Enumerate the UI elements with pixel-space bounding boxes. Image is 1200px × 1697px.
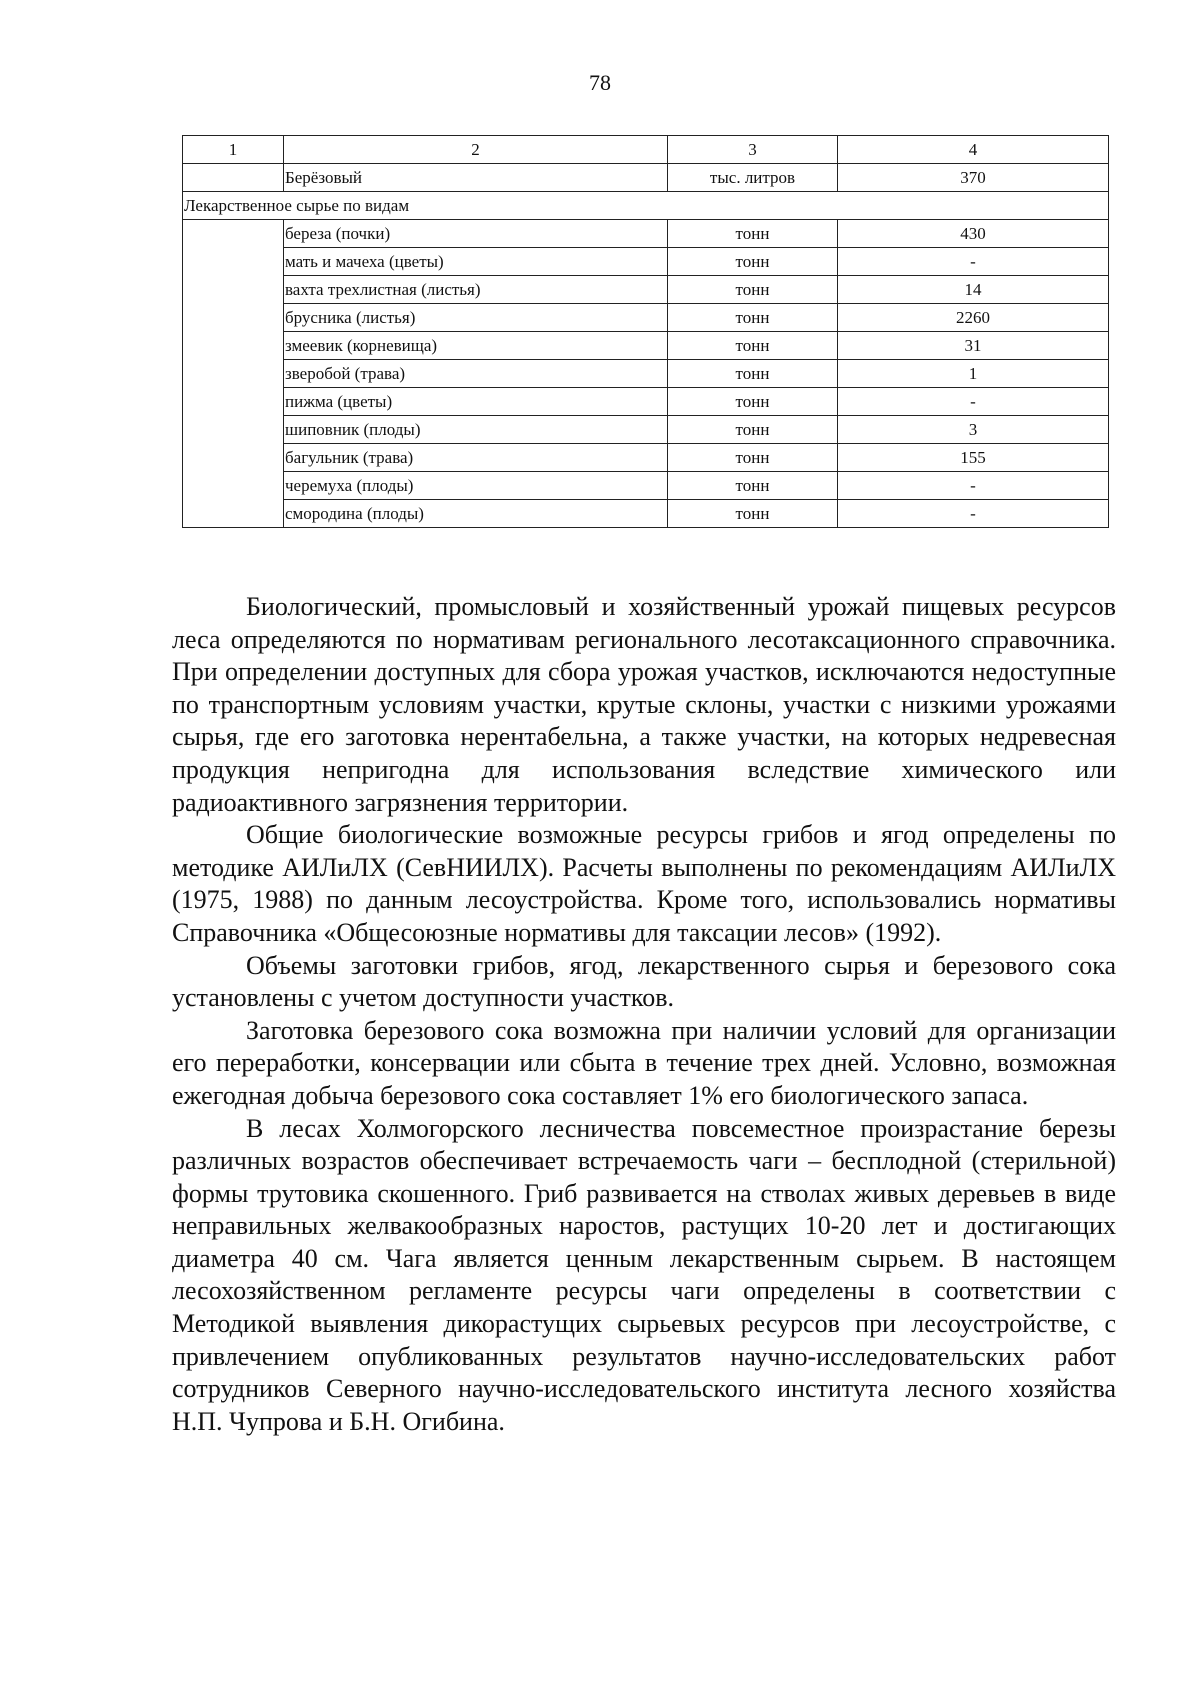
resource-name: береза (почки) bbox=[284, 220, 668, 248]
resource-unit: тонн bbox=[668, 388, 838, 416]
resource-value: - bbox=[838, 248, 1109, 276]
paragraph: Заготовка березового сока возможна при наличии условий для организации его переработки, консервации или сбыта в течение трех дней. Условно, возможная ежегодная добыча березового сока составляет 1% его биологического запаса. bbox=[172, 1015, 1116, 1110]
table-row bbox=[183, 220, 1109, 248]
resource-unit: тонн bbox=[668, 276, 838, 304]
resource-name: багульник (трава) bbox=[284, 444, 668, 472]
paragraph: В лесах Холмогорского лесничества повсеместное произрастание березы различных возрастов обеспечивает встречаемость чаги – бесплодной (стерильной) формы трутовика скошенного. Гриб развивается на стволах живых деревьев в виде неправильных желвакообразных наростов, растущих 10-20 лет и достигающих диаметра 40 см. Чага является ценным лекарственным сырьем. В настоящем лесохозяйственном регламенте ресурсы чаги определены в соответствии с Методикой выявления дикорастущих сырьевых ресурсов при лесоустройстве, с привлечением опубликованных результатов научно-исследовательских работ сотрудников Северного научно-исследовательского института лесного хозяйства Н.П. Чупрова и Б.Н. Огибина. bbox=[172, 1113, 1116, 1436]
section-title: Лекарственное сырье по видам bbox=[183, 192, 1109, 220]
table-row bbox=[183, 304, 1109, 332]
resource-name: черемуха (плоды) bbox=[284, 472, 668, 500]
body-text bbox=[172, 591, 1116, 1438]
resource-name: пижма (цветы) bbox=[284, 388, 668, 416]
table-row bbox=[183, 248, 1109, 276]
paragraph: Биологический, промысловый и хозяйственный урожай пищевых ресурсов леса определяются по нормативам регионального лесотаксационного справочника. При определении доступных для сбора урожая участков, исключаются недоступные по транспортным условиям участки, крутые склоны, участки с низкими урожаями сырья, где его заготовка нерентабельна, а также участки, на которых недревесная продукция непригодна для использования вследствие химического или радиоактивного загрязнения территории. bbox=[172, 592, 1116, 817]
section-row bbox=[183, 192, 1109, 220]
resource-unit: тонн bbox=[668, 444, 838, 472]
resource-value: 430 bbox=[838, 220, 1109, 248]
page-number: 78 bbox=[589, 70, 611, 95]
resource-unit: тонн bbox=[668, 332, 838, 360]
resource-name: зверобой (трава) bbox=[284, 360, 668, 388]
table-row bbox=[183, 164, 1109, 192]
resource-name: шиповник (плоды) bbox=[284, 416, 668, 444]
resource-value: 14 bbox=[838, 276, 1109, 304]
resource-value: - bbox=[838, 472, 1109, 500]
paragraph: Объемы заготовки грибов, ягод, лекарственного сырья и березового сока установлены с учетом доступности участков. bbox=[172, 950, 1116, 1013]
table-row bbox=[183, 276, 1109, 304]
resource-unit: тонн bbox=[668, 304, 838, 332]
resource-unit: тыс. литров bbox=[668, 164, 838, 192]
resource-name: мать и мачеха (цветы) bbox=[284, 248, 668, 276]
resource-value: 155 bbox=[838, 444, 1109, 472]
table-row bbox=[183, 360, 1109, 388]
resource-name: вахта трехлистная (листья) bbox=[284, 276, 668, 304]
resource-value: 1 bbox=[838, 360, 1109, 388]
table-row bbox=[183, 388, 1109, 416]
paragraph: Общие биологические возможные ресурсы грибов и ягод определены по методике АИЛиЛХ (СевНИИЛХ). Расчеты выполнены по рекомендациям АИЛиЛХ (1975, 1988) по данным лесоустройства. Кроме того, использовались нормативы Справочника «Общесоюзные нормативы для таксации лесов» (1992). bbox=[172, 820, 1116, 947]
table-row bbox=[183, 472, 1109, 500]
resource-unit: тонн bbox=[668, 360, 838, 388]
resource-unit: тонн bbox=[668, 416, 838, 444]
resource-name: Берёзовый bbox=[284, 164, 668, 192]
table-header-cell: 3 bbox=[668, 136, 838, 164]
table-row bbox=[183, 332, 1109, 360]
resource-unit: тонн bbox=[668, 500, 838, 528]
resource-unit: тонн bbox=[668, 472, 838, 500]
resource-name: брусника (листья) bbox=[284, 304, 668, 332]
resource-name: змеевик (корневища) bbox=[284, 332, 668, 360]
table-row bbox=[183, 416, 1109, 444]
table-row bbox=[183, 500, 1109, 528]
resource-unit: тонн bbox=[668, 220, 838, 248]
resource-unit: тонн bbox=[668, 248, 838, 276]
resource-value: 3 bbox=[838, 416, 1109, 444]
resource-value: - bbox=[838, 388, 1109, 416]
resource-value: - bbox=[838, 500, 1109, 528]
table-header-cell: 2 bbox=[284, 136, 668, 164]
resource-value: 31 bbox=[838, 332, 1109, 360]
resources-table bbox=[182, 135, 1109, 528]
table-header-cell: 4 bbox=[838, 136, 1109, 164]
resource-value: 2260 bbox=[838, 304, 1109, 332]
resource-name: смородина (плоды) bbox=[284, 500, 668, 528]
table-header-row bbox=[183, 136, 1109, 164]
table-header-cell: 1 bbox=[183, 136, 284, 164]
table-row bbox=[183, 444, 1109, 472]
resource-value: 370 bbox=[838, 164, 1109, 192]
